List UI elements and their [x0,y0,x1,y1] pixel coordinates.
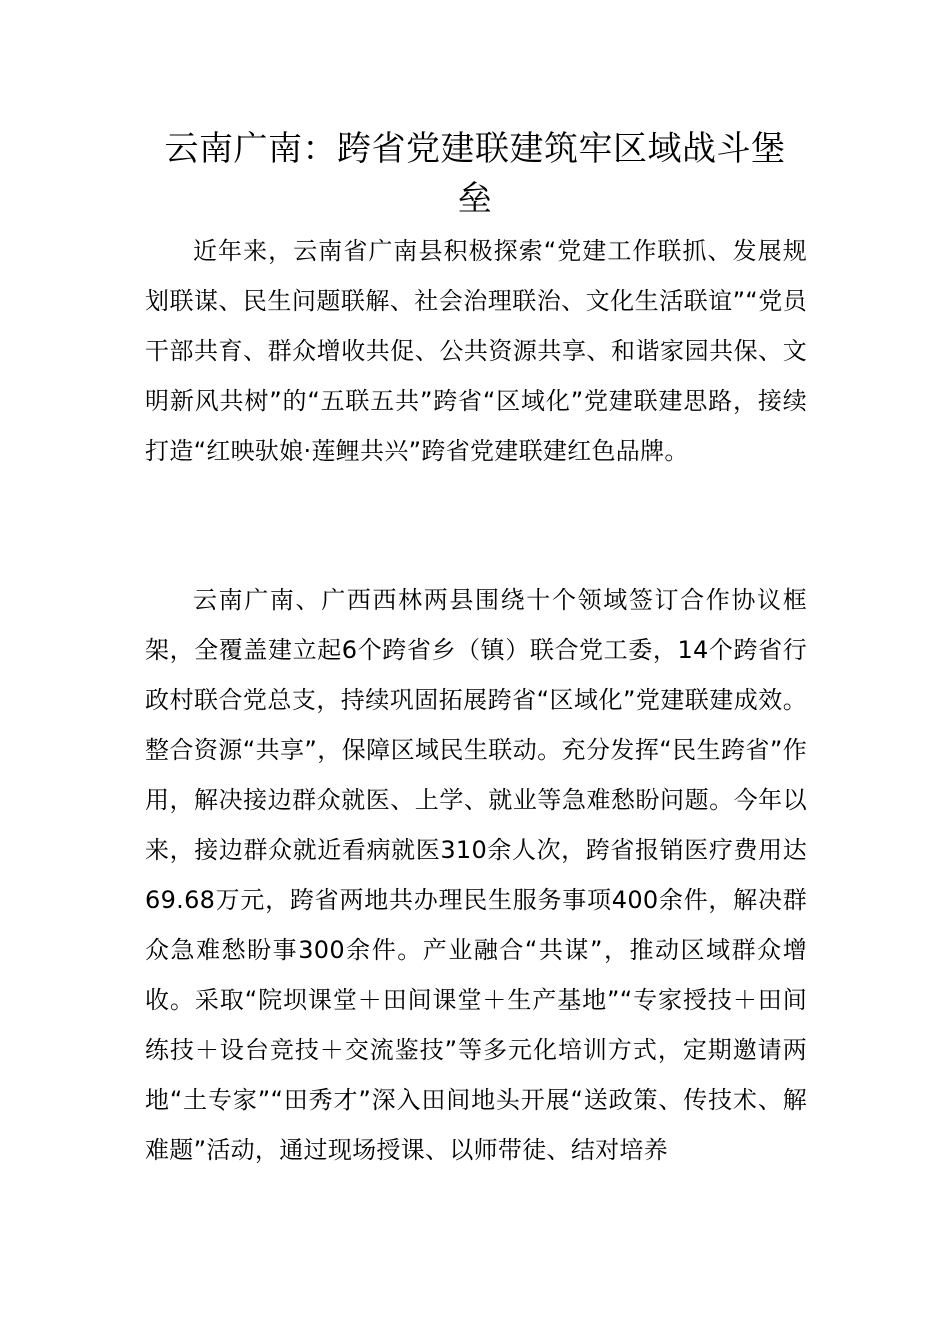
paragraph-body: 云南广南、广西西林两县围绕十个领域签订合作协议框架，全覆盖建立起6个跨省乡（镇）联合党工委，14个跨省行政村联合党总支，持续巩固拓展跨省“区域化”党建联建成效。整合资源“共享”，保障区域民生联动。充分发挥“民生跨省”作用，解决接边群众就医、上学、就业等急难愁盼问题。今年以来，接边群众就近看病就医310余人次，跨省报销医疗费用达69.68万元，跨省两地共办理民生服务事项400余件，解决群众急难愁盼事300余件。产业融合“共谋”，推动区域群众增收。采取“院坝课堂＋田间课堂＋生产基地”“专家授技＋田间练技＋设台竞技＋交流鉴技”等多元化培训方式，定期邀请两地“土专家”“田秀才”深入田间地头开展“送政策、传技术、解难题”活动，通过现场授课、以师带徒、结对培养 [145,586,807,1164]
document-title: 云南广南：跨省党建联建筑牢区域战斗堡垒 [164,129,786,219]
paragraph-intro: 近年来，云南省广南县积极探索“党建工作联抓、发展规划联谋、民生问题联解、社会治理联治、文化生活联谊”“党员干部共育、群众增收共促、公共资源共享、和谐家园共保、文明新风共树”的“五联五共”跨省“区域化”党建联建思路，接续打造“红映驮娘·莲鲤共兴”跨省党建联建红色品牌。 [145,237,807,465]
